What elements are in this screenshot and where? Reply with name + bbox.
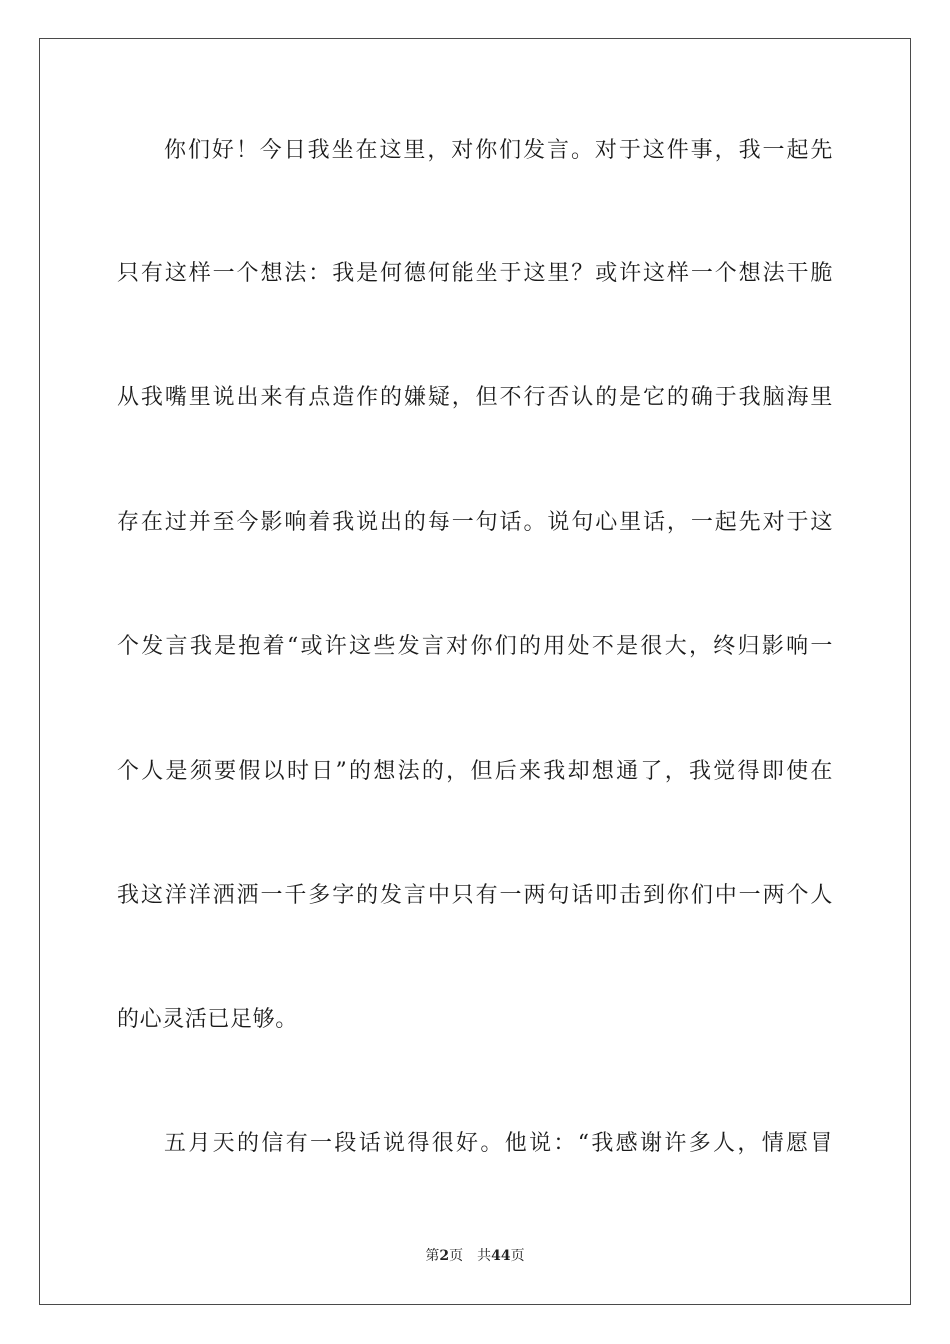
paragraph-1-line-7: 我这洋洋洒洒一千多字的发言中只有一两句话叩击到你们中一两个人 xyxy=(117,883,833,908)
footer-page-char: 页 xyxy=(449,1248,464,1264)
paragraph-1-line-8: 的心灵活已足够。 xyxy=(117,1007,298,1032)
paragraph-1-line-3: 从我嘴里说出来有点造作的嫌疑，但不行否认的是它的确于我脑海里 xyxy=(117,385,833,410)
paragraph-1-line-6: 个人是须要假以时日”的想法的，但后来我却想通了，我觉得即使在 xyxy=(117,759,833,784)
paragraph-1-line-5: 个发言我是抱着“或许这些发言对你们的用处不是很大，终归影响一 xyxy=(117,634,833,659)
page-footer xyxy=(0,1246,950,1266)
paragraph-1-line-4: 存在过并至今影响着我说出的每一句话。说句心里话，一起先对于这 xyxy=(117,510,833,535)
footer-total-prefix: 共 xyxy=(477,1248,492,1264)
footer-prefix: 第 xyxy=(425,1248,440,1264)
footer-total-suffix: 页 xyxy=(510,1248,525,1264)
paragraph-1-line-1: 你们好！今日我坐在这里，对你们发言。对于这件事，我一起先 xyxy=(164,138,833,163)
current-page-number: 2 xyxy=(439,1248,450,1264)
page-border xyxy=(39,38,911,1305)
paragraph-1-line-2: 只有这样一个想法：我是何德何能坐于这里？或许这样一个想法干脆 xyxy=(117,261,833,286)
total-pages-number: 44 xyxy=(491,1248,511,1264)
paragraph-2-line-1: 五月天的信有一段话说得很好。他说：“我感谢许多人，情愿冒 xyxy=(164,1131,833,1156)
